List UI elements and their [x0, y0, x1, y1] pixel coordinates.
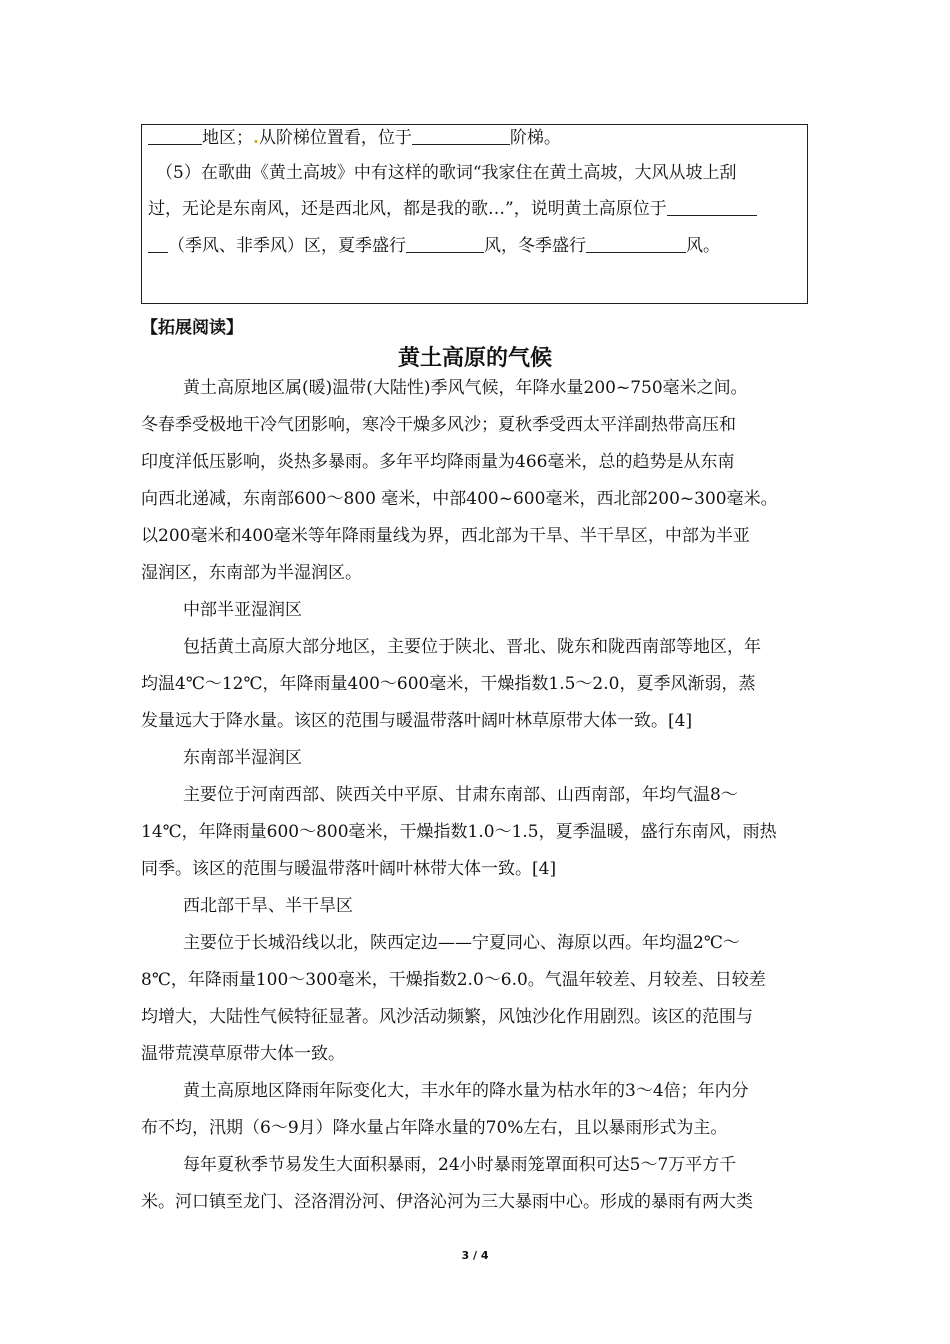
question-line-1: 地区；.从阶梯位置看，位于 阶梯。 [148, 128, 561, 148]
fill-blank[interactable] [148, 128, 202, 145]
article-line: 米。河口镇至龙门、泾洛渭汾河、伊洛沁河为三大暴雨中心。形成的暴雨有两大类 [141, 1192, 753, 1212]
article-line: 每年夏秋季节易发生大面积暴雨，24小时暴雨笼罩面积可达5～7万平方千 [183, 1155, 737, 1175]
article-line: 包括黄土高原大部分地区，主要位于陕北、晋北、陇东和陇西南部等地区，年 [183, 637, 761, 657]
article-line: 以200毫米和400毫米等年降雨量线为界，西北部为干旱、半干旱区，中部为半亚 [141, 526, 750, 546]
subheading: 东南部半湿润区 [183, 748, 302, 768]
article-line: 温带荒漠草原带大体一致。 [141, 1044, 345, 1064]
fill-blank[interactable] [586, 236, 686, 253]
article-line: 布不均，汛期（6～9月）降水量占年降水量的70%左右，且以暴雨形式为主。 [141, 1118, 728, 1138]
article-line: 印度洋低压影响，炎热多暴雨。多年平均降雨量为466毫米，总的趋势是从东南 [141, 452, 735, 472]
question-line-4: （季风、非季风）区，夏季盛行 风，冬季盛行 风。 [148, 236, 720, 256]
fill-blank[interactable] [406, 236, 484, 253]
article-line: 均温4℃～12℃，年降雨量400～600毫米，干燥指数1.5～2.0，夏季风渐弱，蒸 [141, 674, 756, 694]
article-line: 14℃，年降雨量600～800毫米，干燥指数1.0～1.5，夏季温暖，盛行东南风，雨热 [141, 822, 777, 842]
article-line: 黄土高原地区降雨年际变化大，丰水年的降水量为枯水年的3～4倍；年内分 [183, 1081, 749, 1101]
article-line: 均增大，大陆性气候特征显著。风沙活动频繁，风蚀沙化作用剧烈。该区的范围与 [141, 1007, 753, 1027]
article-line: 向西北递减，东南部600～800 毫米，中部400~600毫米，西北部200~300毫米。 [141, 489, 778, 509]
article-line: 湿润区，东南部为半湿润区。 [141, 563, 362, 583]
article-line: 发量远大于降水量。该区的范围与暖温带落叶阔叶林草原带大体一致。[4] [141, 711, 693, 731]
page-number: 3 / 4 [461, 1249, 489, 1262]
subheading: 西北部干旱、半干旱区 [183, 896, 353, 916]
article-line: 黄土高原地区属(暖)温带(大陆性)季风气候，年降水量200~750毫米之间。 [183, 378, 748, 398]
article-line: 主要位于长城沿线以北，陕西定边——宁夏同心、海原以西。年均温2℃～ [183, 933, 740, 953]
article-line: 同季。该区的范围与暖温带落叶阔叶林带大体一致。[4] [141, 859, 557, 879]
question-line-2: （5）在歌曲《黄土高坡》中有这样的歌词“我家住在黄土高坡，大风从坡上刮 [156, 163, 737, 183]
section-label: 【拓展阅读】 [141, 318, 243, 338]
question-line-3: 过，无论是东南风，还是西北风，都是我的歌…”，说明黄土高原位于 [148, 199, 757, 219]
fill-blank[interactable] [412, 128, 510, 145]
subheading: 中部半亚湿润区 [183, 600, 302, 620]
article-line: 冬春季受极地干冷气团影响，寒冷干燥多风沙；夏秋季受西太平洋副热带高压和 [141, 415, 736, 435]
article-line: 8℃，年降雨量100～300毫米，干燥指数2.0～6.0。气温年较差、月较差、日较差 [141, 970, 766, 990]
fill-blank[interactable] [667, 199, 757, 216]
fill-blank[interactable] [148, 236, 168, 253]
article-line: 主要位于河南西部、陕西关中平原、甘肃东南部、山西南部，年均气温8～ [183, 785, 738, 805]
article-title: 黄土高原的气候 [397, 346, 552, 371]
